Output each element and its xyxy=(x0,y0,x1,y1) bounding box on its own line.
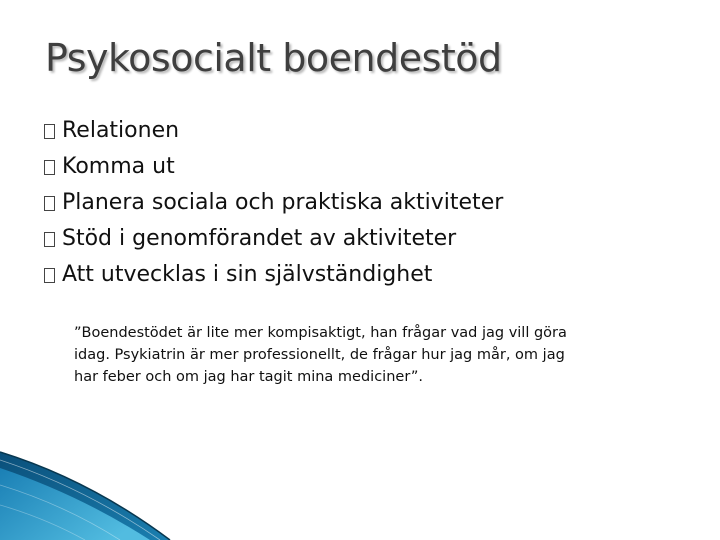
empty-box-icon xyxy=(44,196,55,211)
bullet-text: Komma ut xyxy=(62,154,175,179)
bullet-text: Planera sociala och praktiska aktiviteter xyxy=(62,190,504,215)
bullet-item xyxy=(44,221,503,257)
quote-line: har feber och om jag har tagit mina mediciner”. xyxy=(74,369,424,385)
bullet-text: Relationen xyxy=(62,118,180,143)
empty-box-icon xyxy=(44,232,55,247)
empty-box-icon xyxy=(44,124,55,139)
quote-line: idag. Psykiatrin är mer professionellt, de frågar hur jag mår, om jag xyxy=(74,347,565,363)
corner-decoration xyxy=(0,440,200,540)
bullet-item xyxy=(44,113,503,149)
empty-box-icon xyxy=(44,160,55,175)
bullet-text: Stöd i genomförandet av aktiviteter xyxy=(62,226,457,251)
bullet-item xyxy=(44,257,503,293)
slide-title: Psykosocialt boendestöd xyxy=(45,36,502,80)
bullet-list xyxy=(44,113,503,293)
quote-text xyxy=(74,322,674,388)
empty-box-icon xyxy=(44,268,55,283)
bullet-item xyxy=(44,149,503,185)
bullet-item xyxy=(44,185,503,221)
quote-line: ”Boendestödet är lite mer kompisaktigt, han frågar vad jag vill göra xyxy=(74,325,567,341)
bullet-text: Att utvecklas i sin självständighet xyxy=(62,262,433,287)
